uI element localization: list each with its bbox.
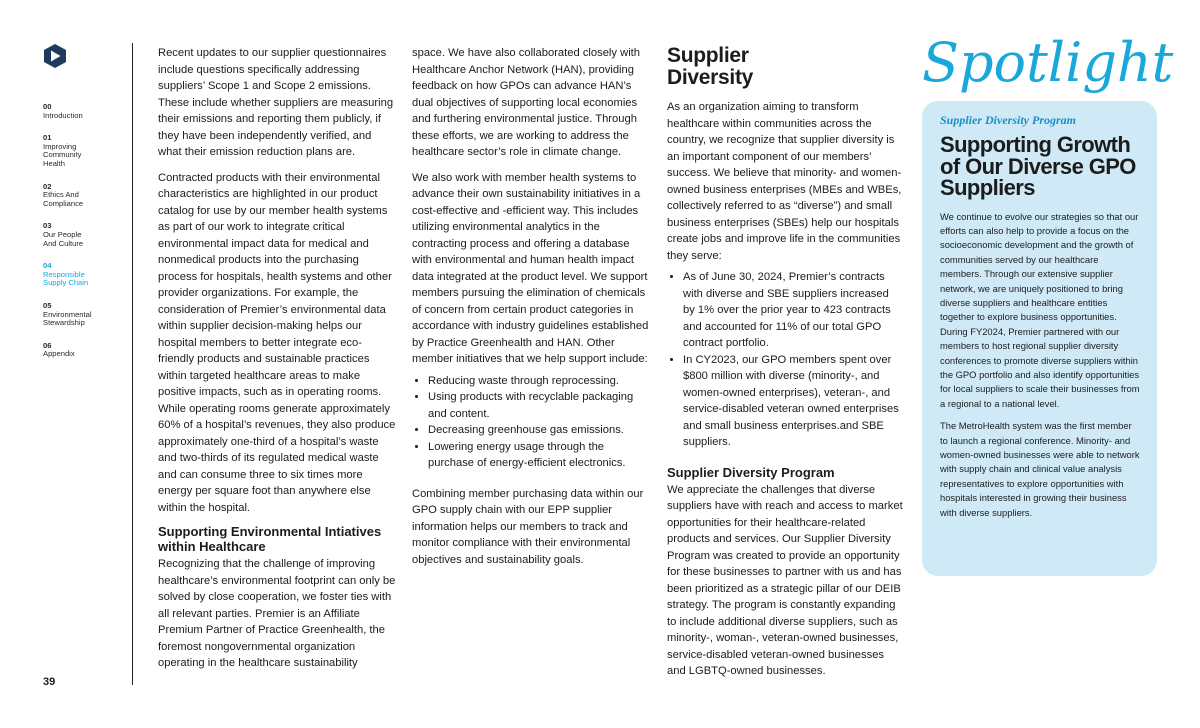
spotlight-label: Supplier Diversity Program [940, 113, 1077, 127]
nav-item-number: 04 [43, 261, 52, 271]
nav-item-environmental-stewardship[interactable] [43, 302, 123, 328]
section-subheading: Supplier Diversity Program [667, 464, 835, 480]
nav-item-label: Appendix [43, 349, 75, 359]
paragraph: Recent updates to our supplier questionnaires include questions specifically addressing suppliers’ Scope 1 and Scope 2 emissions. These include whether suppliers are measuring their emissions and reporting them publicly, if they have been independently verified, and what their emission reduction plans are. [158, 47, 394, 158]
paragraph: We also work with member health systems to advance their own sustainability initiatives in a cost-effective and -efficient way. This includes utilizing environmental analytics in the contracting process and offering a database with environmental and human health impact data integrated at the product level. We support members pursuing the elimination of chemicals of concern from certain product categories in accordance with industry guidelines established by Practice Greenhealth and HAN. Other member initiatives that we help support include: [412, 171, 649, 365]
nav-item-number: 00 [43, 102, 52, 111]
column-divider [132, 43, 133, 685]
nav-item-improving-community-health[interactable] [43, 134, 123, 168]
nav-item-label: Environmental Stewardship [43, 309, 92, 328]
nav-item-number: 01 [43, 133, 52, 143]
nav-item-label: Ethics And Compliance [43, 190, 84, 208]
nav-item-ethics-compliance[interactable] [43, 183, 123, 209]
paragraph: Combining member purchasing data within our GPO supply chain with our EPP supplier information helps our members to track and monitor compliance with their environmental objectives and sustainability goals. [412, 487, 644, 566]
paragraph: Contracted products with their environmental characteristics are highlighted in our product catalog for use by our member health systems as part of our work to integrate critical environmental impact data for medical and nonmedical products into the purchasing process for hospitals, health systems and other provider organizations. For example, the consideration of Premier’s environmental data within supplier decision-making helps our hospital members to better integrate eco-friendly products and sustainable practices within targeted healthcare areas to make positive impacts, such as in operating rooms. While operating rooms generate approximately 60% of a hospital’s revenues, they also produce approximately one-third of a hospital’s waste and two-thirds of its regulated medical waste and can consume three to six times more energy per square foot than anywhere else within the hospital. [158, 171, 396, 514]
list-item: • As of June 30, 2024, Premier’s contracts with diverse and SBE suppliers increased by 1% over the prior year to 423 contracts and accounted for 11% of our total GPO contract portfolio. [683, 269, 903, 352]
nav-item-appendix[interactable] [43, 342, 123, 359]
spotlight-panel [922, 101, 1157, 576]
section-heading: Supplier Diversity [667, 44, 754, 89]
premier-logo[interactable] [42, 43, 68, 69]
paragraph: We appreciate the challenges that diverse suppliers have with reach and access to market opportunities for their healthcare-related products and services. Our Supplier Diversity Program was created to provide an opportunity for these businesses to partner with us and has been prioritized as a strategic pillar of our DEIB strategy. The program is constantly expanding to include additional diverse suppliers, such as minority-, woman-, veteran-owned businesses, service-disabled veteran-owned businesses and LGBTQ-owned businesses. [667, 483, 903, 677]
logo-mark-icon [42, 43, 68, 69]
nav-item-number: 03 [43, 221, 52, 231]
nav-item-people-culture[interactable] [43, 222, 123, 248]
nav-item-number: 05 [43, 300, 52, 310]
page-number: 39 [43, 676, 56, 688]
diversity-stats-list [667, 269, 903, 451]
text-column-3 [667, 45, 903, 680]
nav-item-introduction[interactable] [43, 103, 123, 120]
spotlight-title: Spotlight [922, 31, 1174, 94]
nav-item-label: Improving Community Health [43, 141, 82, 168]
nav-item-number: 06 [43, 340, 52, 350]
list-item: • Decreasing greenhouse gas emissions. [428, 422, 652, 439]
nav-item-label: Our People And Culture [43, 229, 84, 248]
list-item: • Using products with recyclable packaging and content. [428, 389, 652, 422]
section-subheading: Supporting Environmental Intiatives within Healthcare [158, 524, 382, 554]
spotlight-paragraph: The MetroHealth system was the first member to launch a regional conference. Minority- and women-owned businesses were able to network with supply chain and clinical value analysis representatives to explore opportunities with hospitals interested in growing their business with diverse suppliers. [940, 420, 1140, 518]
text-column-1 [158, 45, 398, 672]
text-column-2 [412, 45, 652, 568]
paragraph: As an organization aiming to transform healthcare within communities across the country, we recognize that supplier diversity is an important component of our members’ success. We believe that minority- and women-owned business enterprises (MBEs and WBEs, collectively referred to as “diverse”) and small business enterprises (SBEs) help our hospitals create jobs and improve life in the communities they serve: [667, 101, 902, 262]
initiatives-list [412, 373, 652, 472]
spotlight-heading: Supporting Growth of Our Diverse GPO Suppliers [940, 132, 1136, 200]
nav-item-label: Introduction [43, 110, 83, 120]
paragraph: space. We have also collaborated closely with Healthcare Anchor Network (HAN), providing feedback on how GPOs can advance HAN’s dual objectives of supporting local economies and furthering environmental justice. Through these efforts, we are working to address the healthcare sector’s role in climate change. [412, 47, 641, 158]
nav-item-responsible-supply-chain[interactable] [43, 262, 123, 288]
section-nav [43, 103, 123, 373]
list-item: • Lowering energy usage through the purchase of energy-efficient electronics. [428, 439, 652, 472]
spotlight-paragraph: We continue to evolve our strategies so that our efforts can also help to provide a focus on the socioeconomic development and the growth of communities served by our healthcare members. Through our extensive supplier network, we are uniquely positioned to bring diverse suppliers and healthcare entities together to explore business opportunities. During FY2024, Premier partnered with our members to host regional supplier diversity conferences to promote diverse suppliers within the GPO portfolio and also identify opportunities for local suppliers to scale their businesses from a regional to a national level. [940, 210, 1140, 409]
list-item: • In CY2023, our GPO members spent over $800 million with diverse (minority-, and women-owned enterprises), veteran-, and service-disabled veteran owned enterprises and small business enterprises.and SBE suppliers. [683, 352, 903, 451]
paragraph: Recognizing that the challenge of improving healthcare’s environmental footprint can only be solved by close cooperation, we foster ties with all relevant parties. Premier is an Affiliate Premium Partner of Practice Greenhealth, the foremost nongovernmental organization operating in the healthcare sustainability [158, 558, 396, 669]
nav-item-number: 02 [43, 181, 52, 191]
nav-item-label: Responsible Supply Chain [43, 269, 89, 288]
list-item: • Reducing waste through reprocessing. [428, 373, 652, 390]
